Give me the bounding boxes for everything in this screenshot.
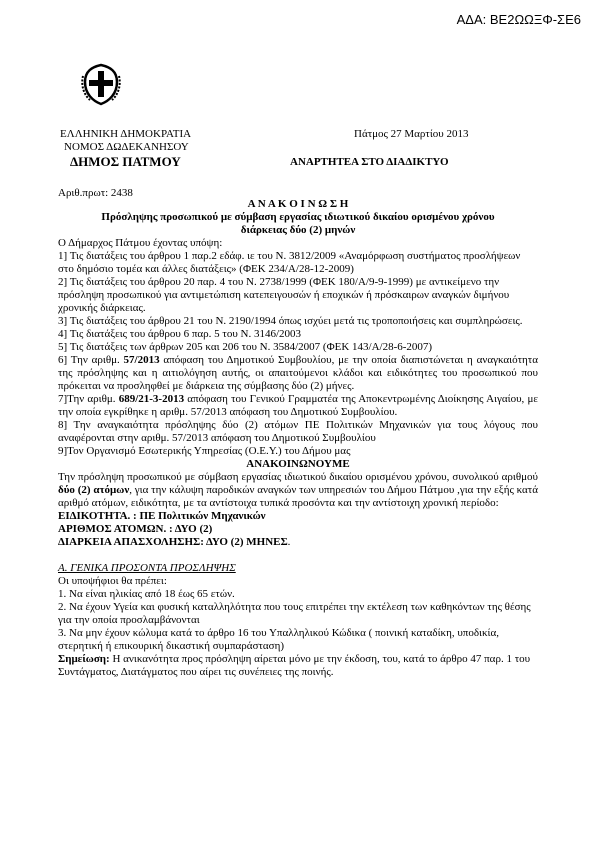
spacer: [58, 549, 538, 562]
announcement-subtitle-2: διάρκειας δύο (2) μηνών: [240, 224, 356, 236]
item-9: 9]Τον Οργανισμό Εσωτερικής Υπηρεσίας (Ο.Ε.Υ.) του Δήμου μας: [58, 445, 351, 457]
item-5: 5] Τις διατάξεις των άρθρων 205 και 206 του Ν. 3584/2007 (ΦΕΚ 143/Α/28-6-2007): [58, 341, 433, 353]
duration-line: [58, 536, 538, 549]
hiring-paragraph: [58, 471, 538, 510]
document-body: [58, 198, 538, 679]
item-2: 2] Τις διατάξεις του άρθρου 20 παρ. 4 του Ν. 2738/1999 (ΦΕΚ 180/Α/9-9-1999) με αντικείμενο την πρόσληψη προσωπικού για αντιμετώπιση κατεπειγουσών ή εποχικών ή πρόσκαιρων αναγκών διμήνου χρονικής διάρκειας.: [58, 276, 510, 314]
note-label: Σημείωση:: [58, 653, 110, 665]
post-online-label: ΑΝΑΡΤΗΤΕΑ ΣΤΟ ΔΙΑΔΙΚΤΥΟ: [290, 156, 449, 168]
header-line-2: ΝΟΜΟΣ ΔΩΔΕΚΑΝΗΣΟΥ: [64, 141, 189, 153]
section-a-note: [58, 653, 538, 679]
announcement-subtitle-1: Πρόσληψης προσωπικού με σύμβαση εργασίας ιδιωτικού δικαίου ορισμένου χρόνου: [101, 211, 495, 223]
item-7: [58, 393, 538, 419]
duration-text: ΔΙΑΡΚΕΙΑ ΑΠΑΣΧΟΛΗΣΗΣ: ΔΥΟ (2) ΜΗΝΕΣ: [58, 536, 288, 548]
intro-line: Ο Δήμαρχος Πάτμου έχοντας υπόψη:: [58, 237, 223, 249]
municipality-name: ΔΗΜΟΣ ΠΑΤΜΟΥ: [70, 154, 181, 169]
greek-emblem-icon: [80, 62, 122, 106]
item-7-decision: 689/21-3-2013: [118, 393, 185, 405]
hiring-paragraph-end: , για την κάλυψη παροδικών αναγκών των υπηρεσιών του Δήμου Πάτμου ,για την εξής κατά αριθμό ατόμων, ειδικότητα, με τα αντίστοιχα τυπικά προσόντα και την αντίστοιχη χρονική περίοδο:: [58, 484, 538, 509]
specialty-line: ΕΙΔΙΚΟΤΗΤΑ. : ΠΕ Πολιτικών Μηχανικών: [58, 510, 266, 522]
header-line-1: ΕΛΛΗΝΙΚΗ ΔΗΜΟΚΡΑΤΙΑ: [60, 128, 192, 140]
item-7-prefix: 7]Την αριθμ.: [58, 393, 119, 405]
protocol-number: Αριθ.πρωτ: 2438: [58, 187, 133, 199]
item-3: 3] Τις διατάξεις του άρθρου 21 του Ν. 2190/1994 όπως ισχύει μετά τις τροποποιήσεις και συμπληρώσεις.: [58, 315, 523, 327]
section-a-item-1: 1. Να είναι ηλικίας από 18 έως 65 ετών.: [58, 588, 235, 600]
announce-heading: ΑΝΑΚΟΙΝΩΝΟΥΜΕ: [246, 458, 350, 470]
ada-code: ΑΔΑ: ΒΕ2ΩΩΞΦ-ΣΕ6: [456, 12, 581, 27]
announcement-title: Α Ν Α Κ Ο Ι Ν Ω Σ Η: [247, 198, 349, 210]
item-6-prefix: 6] Την αριθμ.: [58, 354, 124, 366]
section-a-item-2: 2. Να έχουν Υγεία και φυσική καταλληλότητα που τους επιτρέπει την εκτέλεση των καθηκόντων της θέσης για την οποία προσλαμβάνονται: [58, 601, 531, 626]
section-a-heading: Α. ΓΕΝΙΚΑ ΠΡΟΣΟΝΤΑ ΠΡΟΣΛΗΨΗΣ: [58, 562, 236, 574]
item-6: [58, 354, 538, 393]
item-4: 4] Τις διατάξεις του άρθρου 6 παρ. 5 του Ν. 3146/2003: [58, 328, 302, 340]
item-6-decision: 57/2013: [123, 354, 160, 366]
item-6-text: απόφαση του Δημοτικού Συμβουλίου, με την οποία διαπιστώνεται η αναγκαιότητα της πρόσληψης και η αιτιολόγηση αυτής, οι απαιτούμενοι κλάδοι και ειδικότητες του προσωπικού που πρόκειται να προσληφθεί με διάρκεια της σύμβασης δύο (2) μήνες.: [58, 354, 538, 392]
item-7-text: απόφαση του Γενικού Γραμματέα της Αποκεντρωμένης Διοίκησης Αιγαίου, με την οποία εγκρίθηκε η αριθμ. 57/2013 απόφαση του Δημοτικού Συμβουλίου.: [58, 393, 538, 418]
hiring-paragraph-start: Την πρόσληψη προσωπικού με σύμβαση εργασίας ιδιωτικού δικαίου ορισμένου χρόνου, συνολικού αριθμού: [58, 471, 538, 483]
note-text: Η ανικανότητα προς πρόσληψη αίρεται μόνο με την έκδοση, του, κατά το άρθρο 47 παρ. 1 του Συντάγματος, Διατάγματος που αίρει τις συνέπειες της ποινής.: [58, 653, 531, 678]
section-a-item-3: 3. Να μην έχουν κώλυμα κατά το άρθρο 16 του Υπαλληλικού Κώδικα ( ποινική καταδίκη, υποδικία, στερητική ή επικουρική δικαστική συμπαράσταση): [58, 627, 499, 652]
item-8: 8] Την αναγκαιότητα πρόσληψης δύο (2) ατόμων ΠΕ Πολιτικών Μηχανικών για τους λόγους που αναφέρονται στην αριθμ. 57/2013 απόφαση του Δημοτικού Συμβουλίου: [58, 419, 538, 444]
hiring-count: δύο (2) ατόμων: [58, 484, 130, 496]
section-a-intro: Οι υποψήφιοι θα πρέπει:: [58, 575, 167, 587]
item-1: 1] Τις διατάξεις του άρθρου 1 παρ.2 εδάφ. ιε του Ν. 3812/2009 «Αναμόρφωση συστήματος προσλήψεων στο δημόσιο τομέα και άλλες διατάξεις» (ΦΕΚ 234/Α/28-12-2009): [58, 250, 521, 275]
date-line: Πάτμος 27 Μαρτίου 2013: [354, 128, 469, 140]
duration-period: .: [287, 536, 291, 548]
persons-line: ΑΡΙΘΜΟΣ ΑΤΟΜΩΝ. : ΔΥΟ (2): [58, 523, 213, 535]
